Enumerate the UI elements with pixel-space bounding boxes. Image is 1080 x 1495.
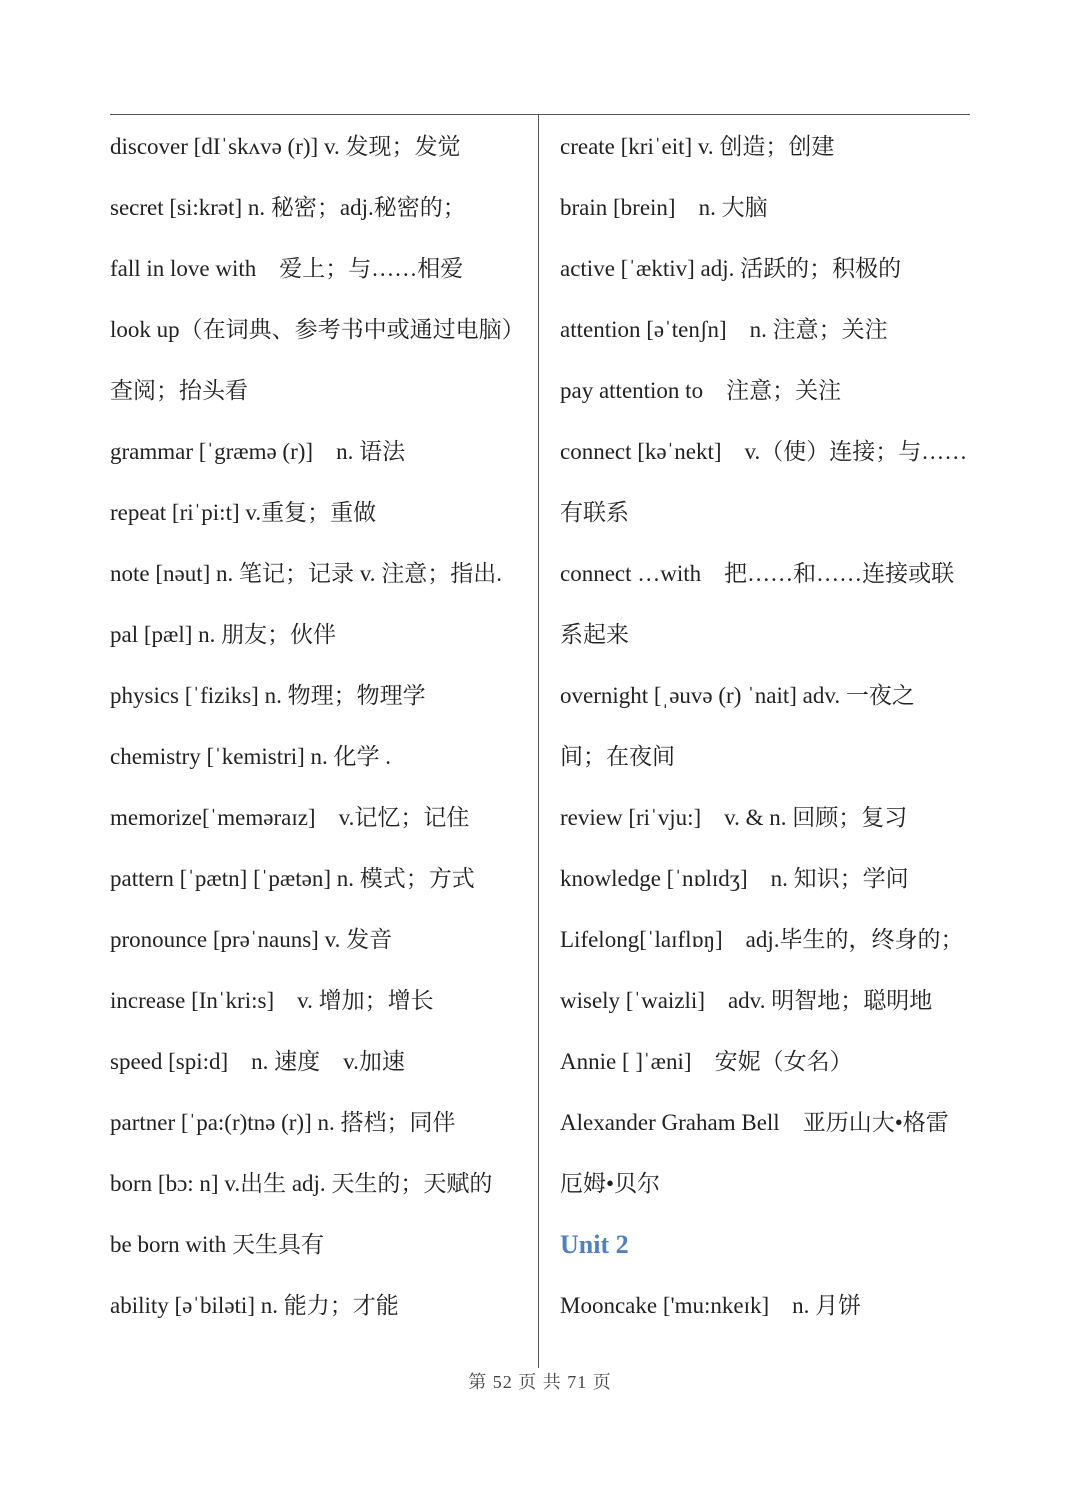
vocab-line: brain [brein] n. 大脑 <box>560 195 768 220</box>
vocab-line: memorize[ˈmeməraɪz] v.记忆；记住 <box>110 805 470 830</box>
vocab-line: 间；在夜间 <box>560 744 675 769</box>
vocab-line: knowledge [ˈnɒlɪdʒ] n. 知识；学问 <box>560 866 909 891</box>
top-rule <box>110 114 970 115</box>
vocab-line: look up（在词典、参考书中或通过电脑） <box>110 317 525 342</box>
vocab-line: review [riˈvju:] v. & n. 回顾；复习 <box>560 805 908 830</box>
vocab-line: speed [spi:d] n. 速度 v.加速 <box>110 1049 405 1074</box>
vocab-line: active [ˈæktiv] adj. 活跃的；积极的 <box>560 256 902 281</box>
vocab-line: be born with 天生具有 <box>110 1232 325 1257</box>
vocab-line: pal [pæl] n. 朋友；伙伴 <box>110 622 337 647</box>
vocab-line: connect …with 把……和……连接或联 <box>560 561 955 586</box>
vocab-line: ability [əˈbiləti] n. 能力；才能 <box>110 1293 399 1318</box>
vocab-line: grammar [ˈgræmə (r)] n. 语法 <box>110 439 406 464</box>
vocab-line: repeat [riˈpi:t] v.重复；重做 <box>110 500 377 525</box>
vocab-line: physics [ˈfiziks] n. 物理；物理学 <box>110 683 426 708</box>
vocab-line: overnight [ˌəuvə (r) ˈnait] adv. 一夜之 <box>560 683 915 708</box>
vocab-line: chemistry [ˈkemistri] n. 化学 . <box>110 744 392 769</box>
vocab-line: born [bɔ: n] v.出生 adj. 天生的；天赋的 <box>110 1171 493 1196</box>
vocab-line: pay attention to 注意；关注 <box>560 378 842 403</box>
vocab-line: 有联系 <box>560 500 629 525</box>
vocab-line: 厄姆•贝尔 <box>560 1171 661 1196</box>
vocab-line: attention [əˈtenʃn] n. 注意；关注 <box>560 317 888 342</box>
vocab-line: wisely [ˈwaizli] adv. 明智地；聪明地 <box>560 988 933 1013</box>
vocab-line: Alexander Graham Bell 亚历山大•格雷 <box>560 1110 949 1135</box>
vocab-line: partner [ˈpa:(r)tnə (r)] n. 搭档；同伴 <box>110 1110 456 1135</box>
vocab-line: 查阅；抬头看 <box>110 378 248 403</box>
unit-heading: Unit 2 <box>560 1230 629 1259</box>
right-column <box>560 116 972 1336</box>
vocab-line: discover [dIˈskʌvə (r)] v. 发现；发觉 <box>110 134 461 159</box>
vocab-line: 系起来 <box>560 622 629 647</box>
page-footer: 第 52 页 共 71 页 <box>468 1372 612 1392</box>
vocab-line: pattern [ˈpætn] [ˈpætən] n. 模式；方式 <box>110 866 475 891</box>
vocab-line: fall in love with 爱上；与……相爱 <box>110 256 464 281</box>
vocab-line: Mooncake ['mu:nkeɪk] n. 月饼 <box>560 1293 862 1318</box>
vocab-line: connect [kəˈnekt] v.（使）连接；与…… <box>560 439 968 464</box>
vocab-line: pronounce [prəˈnauns] v. 发音 <box>110 927 393 952</box>
left-column <box>110 116 530 1336</box>
vocab-line: create [kriˈeit] v. 创造；创建 <box>560 134 835 159</box>
vocab-line: secret [si:krət] n. 秘密；adj.秘密的； <box>110 195 466 220</box>
vocab-line: Lifelong[ˈlaɪflɒŋ] adj.毕生的，终身的； <box>560 927 964 952</box>
vocab-line: increase [Inˈkri:s] v. 增加；增长 <box>110 988 434 1013</box>
vocab-line: note [nəut] n. 笔记；记录 v. 注意；指出. <box>110 561 503 586</box>
column-divider <box>538 114 539 1368</box>
vocab-line: Annie [ ]ˈæni] 安妮（女名） <box>560 1049 853 1074</box>
